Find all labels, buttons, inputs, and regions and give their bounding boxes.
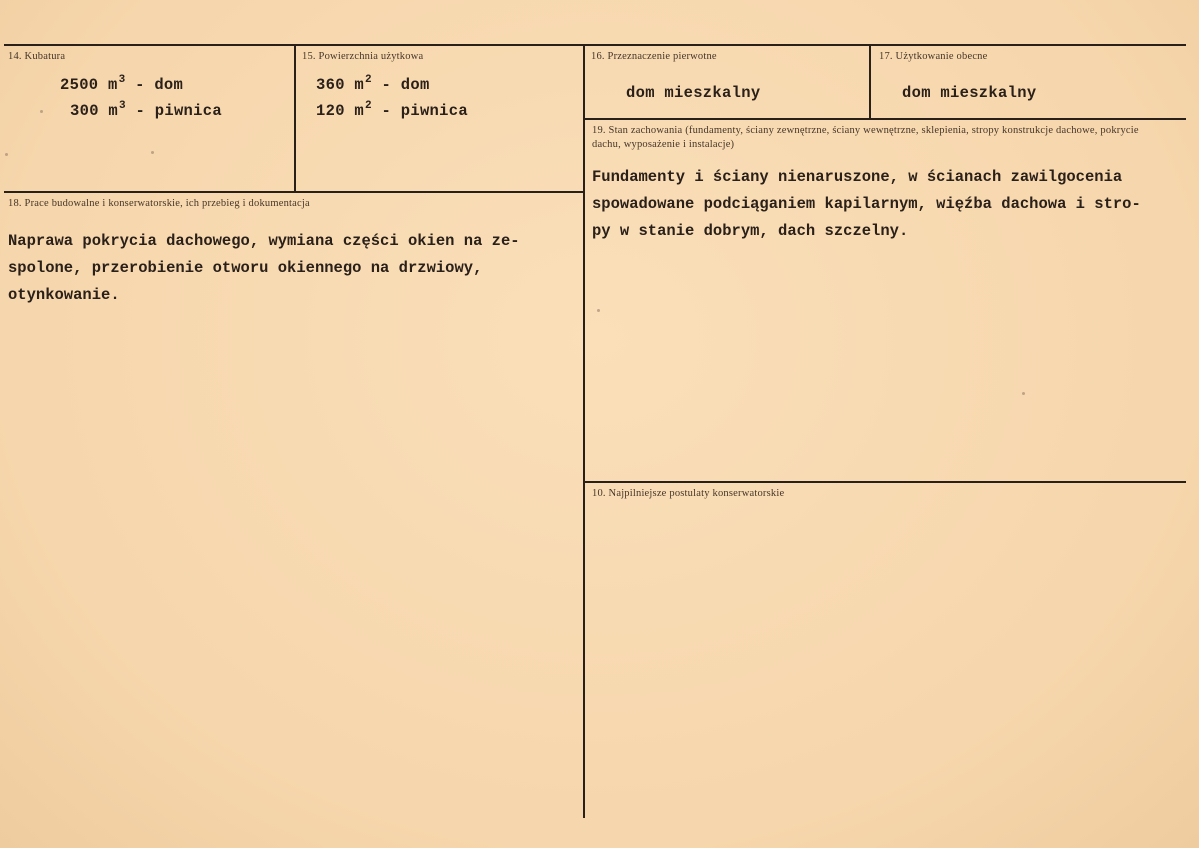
row1-divider-right <box>584 118 1186 120</box>
row1-divider-left <box>4 191 584 193</box>
field15-line2-text: - piwnica <box>371 102 468 120</box>
field15-line2 <box>316 100 468 120</box>
field14-line1-number: 2500 <box>60 76 99 94</box>
paper-speck <box>151 151 154 154</box>
field15-line2-number: 120 <box>316 102 345 120</box>
field20-label: 10. Najpilniejsze postulaty konserwatorskie <box>592 488 785 499</box>
field14-line2-text: - piwnica <box>125 102 222 120</box>
field14-15-divider <box>294 46 296 191</box>
field14-line2 <box>70 100 222 120</box>
field14-line2-unit: m <box>108 102 119 120</box>
field14-line1-text: - dom <box>125 76 184 94</box>
field16-17-divider <box>869 46 871 118</box>
paper-speck <box>40 110 43 113</box>
field15-line1-text: - dom <box>371 76 430 94</box>
field14-line1-exponent: 3 <box>118 74 126 86</box>
field15-label: 15. Powierzchnia użytkowa <box>302 51 424 62</box>
field16-value: dom mieszkalny <box>626 84 761 102</box>
field18-label: 18. Prace budowalne i konserwatorskie, ich przebieg i dokumentacja <box>8 198 310 209</box>
field18-text: Naprawa pokrycia dachowego, wymiana części okien na ze- spolone, przerobienie otworu okiennego na drzwiowy, otynkowanie. <box>8 232 520 304</box>
field16-label: 16. Przeznaczenie pierwotne <box>591 51 717 62</box>
field17-label: 17. Użytkowanie obecne <box>879 51 988 62</box>
field14-line1-unit: m <box>108 76 118 94</box>
field15-line1-exponent: 2 <box>365 74 372 86</box>
field14-line1 <box>60 74 183 94</box>
field19-text: Fundamenty i ściany nienaruszone, w ścianach zawilgocenia spowadowane podciąganiem kapilarnym, więźba dachowa i stro- py w stanie dobrym, dach szczelny. <box>592 168 1141 240</box>
field19-label: 19. Stan zachowania (fundamenty, ściany zewnętrzne, ściany wewnętrzne, sklepienia, stropy konstrukcje dachowe, pokrycie dachu, wyposażenie i instalacje) <box>592 125 1139 150</box>
field15-line1-unit: m <box>354 76 365 94</box>
field15-line2-exponent: 2 <box>365 100 372 112</box>
field14-label: 14. Kubatura <box>8 51 66 62</box>
center-vertical-divider <box>583 46 585 818</box>
top-border-line <box>4 44 1186 46</box>
field15-line1 <box>316 74 430 94</box>
field14-line2-exponent: 3 <box>119 100 126 112</box>
field15-line2-unit: m <box>354 102 365 120</box>
paper-speck <box>1022 392 1025 395</box>
field14-line2-number: 300 <box>70 102 99 120</box>
field17-value: dom mieszkalny <box>902 84 1037 102</box>
paper-speck <box>597 309 600 312</box>
field15-line1-number: 360 <box>316 76 345 94</box>
field19-bottom-divider <box>584 481 1186 483</box>
paper-speck <box>5 153 8 156</box>
